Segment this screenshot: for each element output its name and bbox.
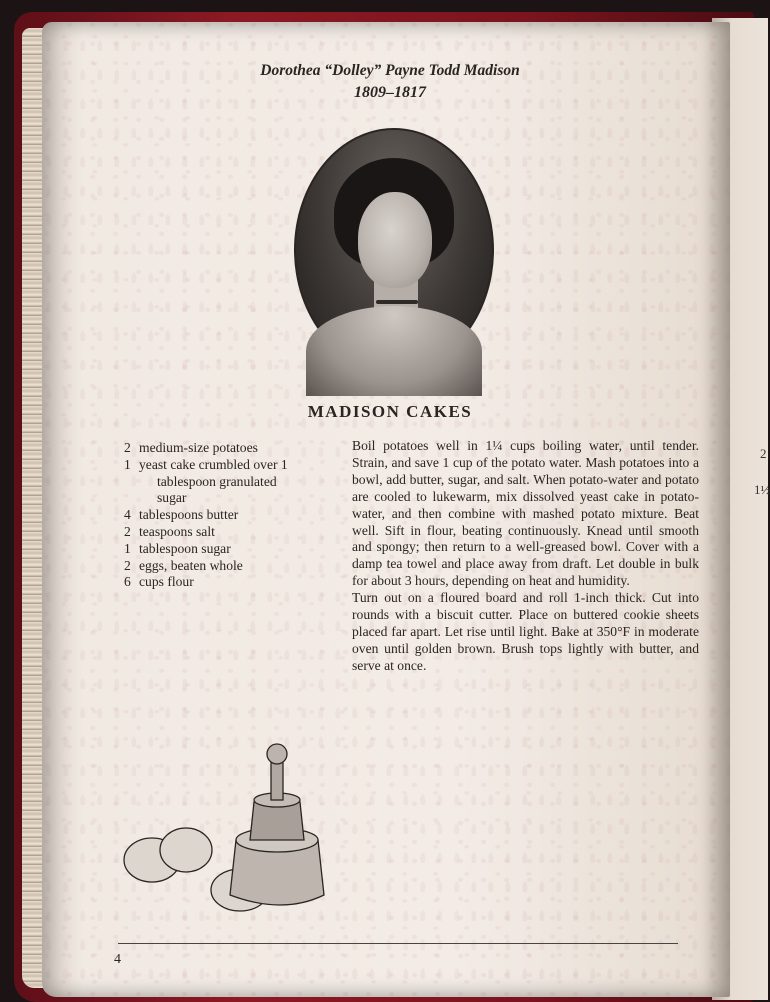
next-page-fragment: 1½	[754, 482, 770, 497]
ingredient-list	[124, 440, 346, 591]
eggs-butter-press-illustration	[118, 740, 348, 915]
ingredient-desc: yeast cake crumbled over 1	[139, 456, 288, 472]
method-paragraph: Boil potatoes well in 1¼ cups boiling water, until tender. Strain, and save 1 cup of the potato water. Mash potatoes into a bowl, add butter, sugar, and salt. When potato-water and potato are cooled to lukewarm, mix dissolved yeast cake in potato-water, and then combine with mashed potato mixture. Beat well. Sift in flour, beating continuously. Knead until smooth and spongy; then return to a well-greased bowl. Cover with a damp tea towel and place away from draft. Let double in bulk for about 3 hours, depending on heat and humidity.	[352, 438, 699, 589]
ingredient-desc-continued: sugar	[157, 490, 187, 506]
press-handle-drawing	[271, 760, 283, 800]
ingredient-item	[124, 524, 346, 541]
ingredient-qty: 2	[124, 557, 131, 573]
footer-rule	[118, 943, 678, 944]
ingredient-item	[124, 541, 346, 558]
ingredient-qty: 1	[124, 456, 131, 472]
ingredient-item	[124, 574, 346, 591]
first-lady-name: Dorothea “Dolley” Payne Todd Madison	[260, 62, 520, 79]
term-years: 1809–1817	[354, 84, 426, 101]
portrait-choker	[376, 300, 418, 304]
portrait-face	[358, 192, 432, 288]
ingredient-desc: tablespoons butter	[139, 507, 239, 523]
next-page-fragment: 2	[760, 446, 767, 461]
ingredient-item	[124, 457, 346, 507]
egg-drawing	[160, 828, 212, 872]
ingredient-qty: 2	[124, 523, 131, 539]
method-paragraph: Turn out on a floured board and roll 1-inch thick. Cut into rounds with a biscuit cutter. Place on buttered cookie sheets placed far apart. Let rise until light. Bake at 350°F in moderate oven until golden brown. Brush tops lightly with butter, and serve at once.	[352, 590, 699, 673]
ingredient-qty: 6	[124, 574, 131, 590]
portrait-image	[294, 128, 494, 372]
ingredient-desc: teaspoons salt	[139, 523, 215, 539]
ingredient-desc: medium-size potatoes	[139, 440, 258, 455]
ingredient-qty: 1	[124, 540, 131, 556]
ingredient-item	[124, 507, 346, 524]
ingredient-desc: eggs, beaten whole	[139, 557, 243, 573]
ingredient-qty: 2	[124, 440, 131, 455]
ingredient-desc-group	[139, 457, 346, 507]
press-knob-drawing	[267, 744, 287, 764]
ingredient-item	[124, 440, 346, 457]
ingredient-desc-continued: tablespoon granulated	[157, 473, 277, 489]
ingredient-desc: tablespoon sugar	[139, 540, 231, 556]
recipe-title: MADISON CAKES	[307, 402, 473, 421]
ingredient-item	[124, 558, 346, 575]
ingredient-desc: cups flour	[139, 574, 194, 590]
ingredient-qty: 4	[124, 507, 131, 523]
recipe-method	[352, 438, 699, 675]
portrait-shoulders	[306, 306, 482, 396]
page-edges	[22, 28, 44, 988]
page-number: 4	[114, 952, 121, 967]
